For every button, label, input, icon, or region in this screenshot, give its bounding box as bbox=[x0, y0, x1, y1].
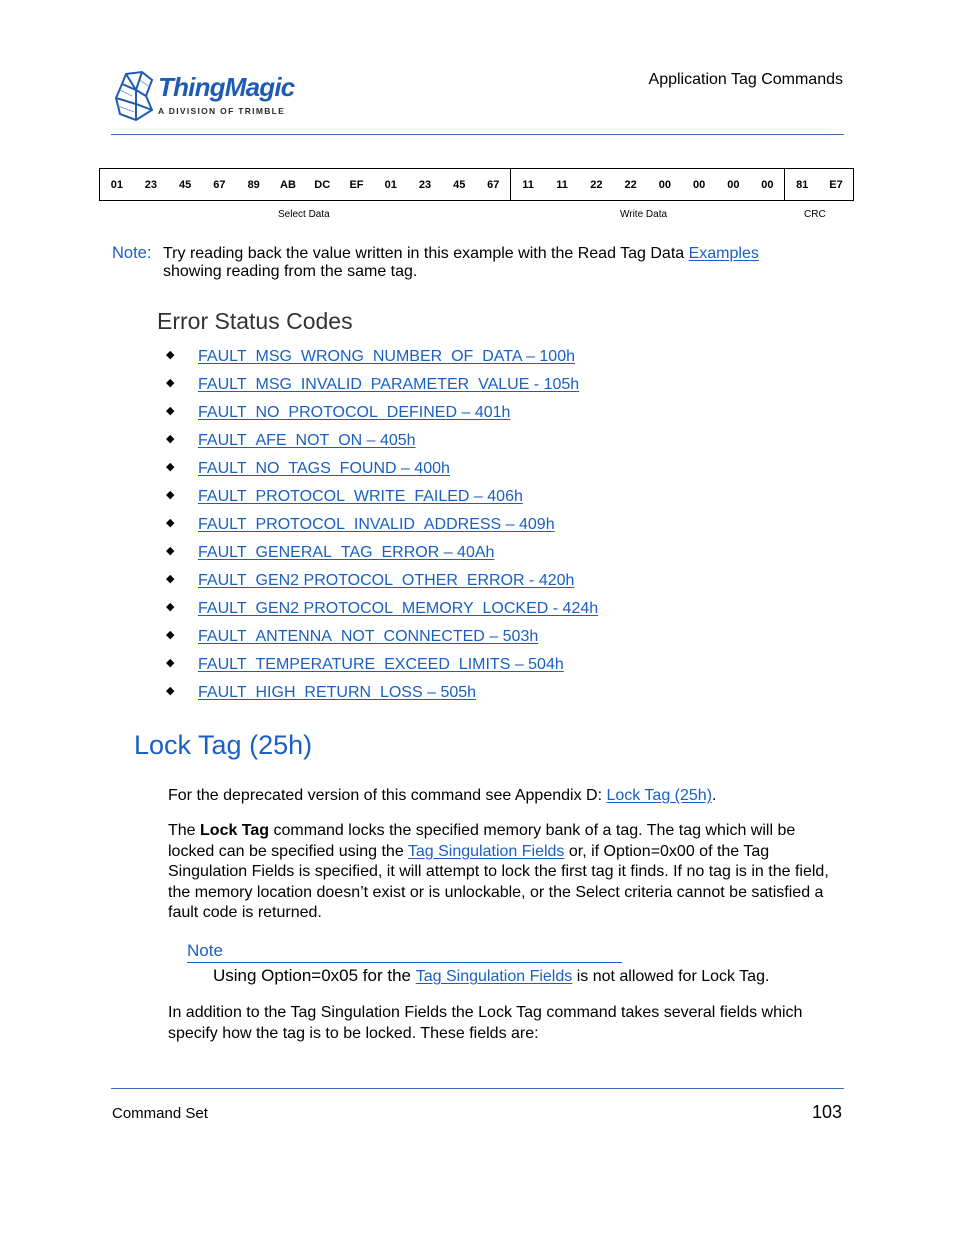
error-code-item bbox=[166, 345, 598, 373]
error-code-link[interactable]: FAULT_MSG_INVALID_PARAMETER_VALUE - 105h bbox=[198, 376, 580, 393]
tag-singulation-fields-link[interactable]: Tag Singulation Fields bbox=[407, 842, 565, 860]
byte-cell: AB bbox=[280, 178, 296, 191]
diamond-bullet-icon: ◆ bbox=[166, 349, 175, 361]
error-code-item bbox=[166, 485, 598, 513]
note2-rule bbox=[187, 962, 622, 963]
byte-cell: 45 bbox=[179, 178, 192, 191]
error-code-link[interactable]: FAULT_GEN2 PROTOCOL_MEMORY_LOCKED - 424h bbox=[198, 600, 599, 617]
caption-select-data: Select Data bbox=[278, 209, 330, 220]
lock-tag-heading: Lock Tag (25h) bbox=[134, 730, 313, 760]
note2-text-end: is not allowed for Lock Tag. bbox=[572, 968, 770, 985]
thingmagic-logo bbox=[112, 68, 312, 124]
diamond-bullet-icon: ◆ bbox=[166, 377, 175, 389]
diamond-bullet-icon: ◆ bbox=[166, 489, 175, 501]
error-code-item bbox=[166, 513, 598, 541]
error-code-item bbox=[166, 457, 598, 485]
error-code-list bbox=[166, 345, 598, 709]
error-code-link[interactable]: FAULT_GEN2 PROTOCOL_OTHER_ERROR - 420h bbox=[198, 572, 575, 589]
note-text-continued: showing reading from the same tag. bbox=[163, 263, 418, 280]
error-code-item bbox=[166, 653, 598, 681]
error-code-link[interactable]: FAULT_TEMPERATURE_EXCEED_LIMITS – 504h bbox=[198, 656, 564, 673]
note2-text: Using Option=0x05 for the bbox=[213, 966, 416, 985]
caption-write-data: Write Data bbox=[620, 209, 668, 220]
note2-singulation-link[interactable]: Tag Singulation Fields bbox=[415, 968, 573, 985]
error-code-item bbox=[166, 569, 598, 597]
byte-cell: 23 bbox=[418, 178, 432, 191]
byte-cell: 45 bbox=[453, 178, 466, 191]
lock-tag-appendix-link[interactable]: Lock Tag (25h) bbox=[606, 787, 713, 804]
byte-cell: E7 bbox=[829, 178, 843, 191]
diamond-bullet-icon: ◆ bbox=[166, 629, 175, 641]
error-code-link[interactable]: FAULT_NO_PROTOCOL_DEFINED – 401h bbox=[198, 404, 511, 421]
byte-cell: 00 bbox=[727, 178, 740, 191]
error-code-link[interactable]: FAULT_AFE_NOT_ON – 405h bbox=[198, 432, 416, 449]
diamond-bullet-icon: ◆ bbox=[166, 601, 175, 613]
error-code-link[interactable]: FAULT_MSG_WRONG_NUMBER_OF_DATA – 100h bbox=[198, 348, 575, 365]
byte-cell: 67 bbox=[213, 178, 226, 191]
note-label: Note: bbox=[112, 244, 152, 262]
byte-cell: 00 bbox=[658, 178, 671, 191]
error-code-link[interactable]: FAULT_PROTOCOL_INVALID_ADDRESS – 409h bbox=[198, 516, 555, 533]
byte-table bbox=[99, 168, 854, 201]
byte-cell: 01 bbox=[110, 178, 123, 191]
byte-cell: 67 bbox=[476, 169, 510, 201]
footer-chapter: Command Set bbox=[112, 1105, 208, 1122]
error-code-item bbox=[166, 625, 598, 653]
desc-text-a: The bbox=[168, 822, 201, 839]
note-text: Try reading back the value written in this example with the Read Tag Data bbox=[163, 245, 689, 262]
lock-tag-bold: Lock Tag bbox=[200, 822, 270, 839]
error-status-heading: Error Status Codes bbox=[157, 308, 353, 334]
error-code-link[interactable]: FAULT_HIGH_RETURN_LOSS – 505h bbox=[198, 684, 477, 701]
note2-label: Note bbox=[187, 941, 223, 960]
error-code-item bbox=[166, 401, 598, 429]
fields-intro-paragraph: In addition to the Tag Singulation Fields the Lock Tag command takes several fields which specify how the tag is to be locked. These fields are: bbox=[168, 1004, 803, 1042]
deprecated-text: For the deprecated version of this command see Appendix D: bbox=[168, 787, 607, 804]
page-number: 103 bbox=[811, 1102, 842, 1122]
error-code-link[interactable]: FAULT_ANTENNA_NOT_CONNECTED – 503h bbox=[198, 628, 539, 645]
desc-text-c: or, if Option=0x00 of the Tag Singulation Fields is specified, it will attempt to lock the first tag it finds. If no tag is in the field, the memory location doesn’t exist or is unlockable, or the Select criteria cannot be satisfied a fault code is returned. bbox=[168, 842, 829, 921]
byte-cell: 00 bbox=[751, 169, 785, 201]
lock-tag-description bbox=[168, 821, 844, 924]
note-body bbox=[163, 245, 843, 281]
byte-cell: 22 bbox=[624, 178, 637, 191]
byte-cell: 00 bbox=[693, 178, 706, 191]
error-code-item bbox=[166, 597, 598, 625]
diamond-bullet-icon: ◆ bbox=[166, 433, 175, 445]
byte-cell: 81 bbox=[796, 178, 809, 191]
diamond-bullet-icon: ◆ bbox=[166, 545, 175, 557]
error-code-item bbox=[166, 681, 598, 709]
diamond-bullet-icon: ◆ bbox=[166, 657, 175, 669]
logo-subtitle: A DIVISION OF TRIMBLE bbox=[158, 106, 286, 116]
error-code-item bbox=[166, 429, 598, 457]
diamond-bullet-icon: ◆ bbox=[166, 405, 175, 417]
examples-link[interactable]: Examples bbox=[688, 245, 759, 262]
byte-cell: DC bbox=[314, 178, 331, 191]
error-code-link[interactable]: FAULT_PROTOCOL_WRITE_FAILED – 406h bbox=[198, 488, 523, 505]
section-title: Application Tag Commands bbox=[648, 71, 843, 88]
footer-rule bbox=[111, 1088, 844, 1089]
deprecated-period: . bbox=[712, 787, 717, 804]
error-code-link[interactable]: FAULT_GENERAL_TAG_ERROR – 40Ah bbox=[198, 544, 495, 561]
byte-row bbox=[100, 169, 854, 201]
byte-cell: 22 bbox=[590, 178, 603, 191]
byte-cell: 23 bbox=[144, 178, 158, 191]
byte-cell: 11 bbox=[522, 178, 534, 191]
header-rule bbox=[111, 134, 844, 135]
error-code-item bbox=[166, 373, 598, 401]
diamond-bullet-icon: ◆ bbox=[166, 573, 175, 585]
byte-cell: 89 bbox=[247, 178, 260, 191]
caption-crc: CRC bbox=[804, 209, 826, 220]
diamond-bullet-icon: ◆ bbox=[166, 685, 175, 697]
logo-mark-icon bbox=[112, 70, 156, 122]
logo-wordmark: ThingMagic bbox=[158, 72, 295, 102]
error-code-link[interactable]: FAULT_NO_TAGS_FOUND – 400h bbox=[198, 460, 450, 477]
diamond-bullet-icon: ◆ bbox=[166, 517, 175, 529]
byte-cell: 11 bbox=[556, 178, 568, 191]
note2-body bbox=[213, 966, 769, 986]
diamond-bullet-icon: ◆ bbox=[166, 461, 175, 473]
byte-cell: EF bbox=[349, 178, 364, 191]
byte-cell: 01 bbox=[384, 178, 397, 191]
desc-text-b: command locks the specified memory bank of a tag. The tag which will be locked can be specified using the bbox=[168, 822, 796, 860]
deprecated-paragraph bbox=[168, 786, 844, 807]
error-code-item bbox=[166, 541, 598, 569]
